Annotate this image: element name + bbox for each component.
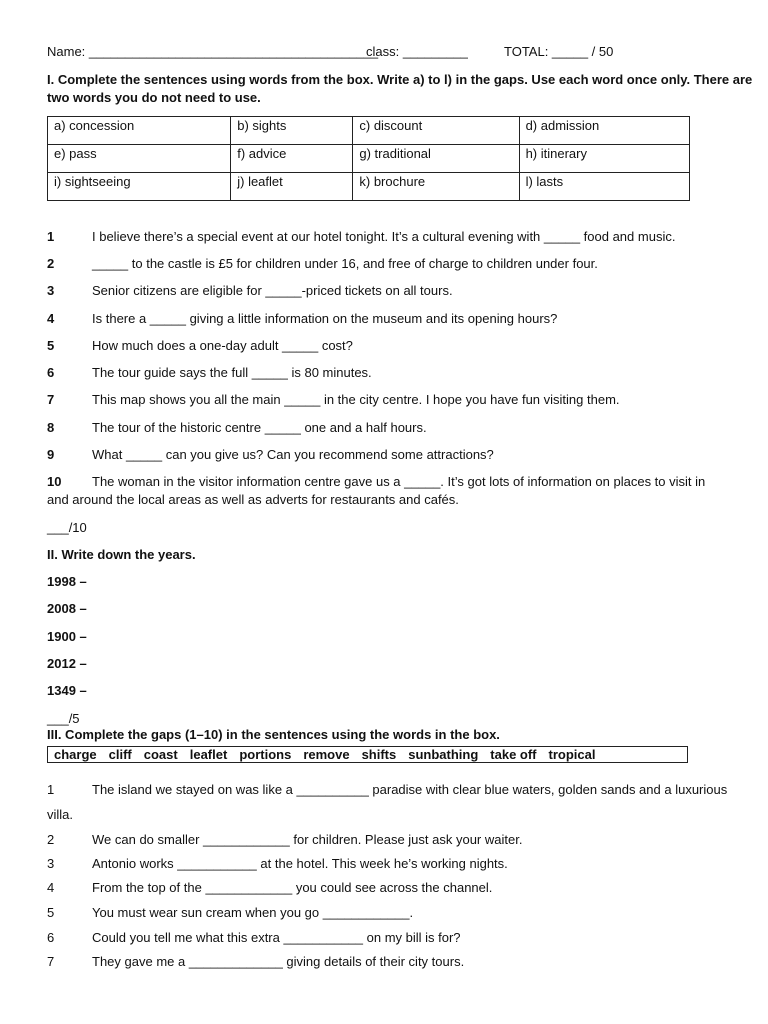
word-cell: d) admission xyxy=(519,117,689,145)
question-text: How much does a one-day adult _____ cost? xyxy=(92,338,353,353)
question-number: 7 xyxy=(47,392,55,407)
class-field[interactable]: class: _________ xyxy=(366,44,468,59)
word-item: charge xyxy=(54,747,97,762)
word-cell: f) advice xyxy=(231,145,353,173)
year-item: 2008 – xyxy=(47,601,87,616)
section1-score: ___/10 xyxy=(47,520,87,535)
word-item: cliff xyxy=(108,747,132,762)
question-text-continued: villa. xyxy=(47,807,74,822)
word-cell: b) sights xyxy=(231,117,353,145)
question-number: 5 xyxy=(47,905,55,920)
year-item: 1900 – xyxy=(47,629,87,644)
question-text: Antonio works ___________ at the hotel. This week he’s working nights. xyxy=(92,856,508,871)
word-item: shifts xyxy=(361,747,397,762)
question-text: What _____ can you give us? Can you recommend some attractions? xyxy=(92,447,494,462)
question-text: You must wear sun cream when you go ____________. xyxy=(92,905,414,920)
total-field: TOTAL: _____ / 50 xyxy=(504,44,614,59)
section1-instructions-line2: two words you do not need to use. xyxy=(47,90,261,105)
word-cell: l) lasts xyxy=(519,173,689,201)
question-number: 3 xyxy=(47,856,55,871)
question-text: From the top of the ____________ you could see across the channel. xyxy=(92,880,493,895)
word-item: take off xyxy=(490,747,537,762)
question-text: The tour guide says the full _____ is 80 minutes. xyxy=(92,365,372,380)
year-item: 2012 – xyxy=(47,656,87,671)
year-item: 1349 – xyxy=(47,683,87,698)
section1-word-box xyxy=(47,116,690,201)
question-number: 4 xyxy=(47,311,55,326)
section2-score: ___/5 xyxy=(47,711,80,726)
section3-word-box xyxy=(47,746,688,763)
word-cell: a) concession xyxy=(48,117,231,145)
question-text: The island we stayed on was like a __________ paradise with clear blue waters, golden sands and a luxurious xyxy=(92,782,728,797)
question-number: 4 xyxy=(47,880,55,895)
question-text: They gave me a _____________ giving details of their city tours. xyxy=(92,954,465,969)
question-number: 9 xyxy=(47,447,55,462)
word-cell: k) brochure xyxy=(353,173,519,201)
question-number: 1 xyxy=(47,229,55,244)
question-text: Is there a _____ giving a little information on the museum and its opening hours? xyxy=(92,311,558,326)
question-number: 5 xyxy=(47,338,55,353)
word-item: remove xyxy=(303,747,350,762)
word-cell: j) leaflet xyxy=(231,173,353,201)
question-number: 8 xyxy=(47,420,55,435)
question-text: Senior citizens are eligible for _____-priced tickets on all tours. xyxy=(92,283,453,298)
question-text: We can do smaller ____________ for children. Please just ask your waiter. xyxy=(92,832,523,847)
word-item: portions xyxy=(239,747,292,762)
word-cell: h) itinerary xyxy=(519,145,689,173)
question-number: 3 xyxy=(47,283,55,298)
word-cell: c) discount xyxy=(353,117,519,145)
question-text: I believe there’s a special event at our hotel tonight. It’s a cultural evening with _____ food and music. xyxy=(92,229,676,244)
word-item: leaflet xyxy=(189,747,228,762)
question-number: 6 xyxy=(47,365,55,380)
section2-title: II. Write down the years. xyxy=(47,547,196,562)
question-text: _____ to the castle is £5 for children under 16, and free of charge to children under four. xyxy=(92,256,598,271)
question-number: 6 xyxy=(47,930,55,945)
question-text: The tour of the historic centre _____ one and a half hours. xyxy=(92,420,427,435)
question-number: 7 xyxy=(47,954,55,969)
question-text: Could you tell me what this extra ___________ on my bill is for? xyxy=(92,930,461,945)
question-number: 2 xyxy=(47,256,55,271)
word-item: sunbathing xyxy=(408,747,479,762)
word-item: tropical xyxy=(548,747,596,762)
word-cell: e) pass xyxy=(48,145,231,173)
question-text-continued: and around the local areas as well as adverts for restaurants and cafés. xyxy=(47,492,459,507)
word-cell: g) traditional xyxy=(353,145,519,173)
question-number: 2 xyxy=(47,832,55,847)
question-text: The woman in the visitor information centre gave us a _____. It’s got lots of information on places to visit in xyxy=(92,474,706,489)
name-field[interactable]: Name: ________________________________________ xyxy=(47,44,379,59)
question-text: This map shows you all the main _____ in the city centre. I hope you have fun visiting them. xyxy=(92,392,620,407)
word-item: coast xyxy=(143,747,178,762)
section1-instructions-line1: I. Complete the sentences using words from the box. Write a) to l) in the gaps. Use each word once only. There are xyxy=(47,72,753,87)
year-item: 1998 – xyxy=(47,574,87,589)
section3-title: III. Complete the gaps (1–10) in the sentences using the words in the box. xyxy=(47,727,500,742)
word-cell: i) sightseeing xyxy=(48,173,231,201)
question-number: 10 xyxy=(47,474,62,489)
